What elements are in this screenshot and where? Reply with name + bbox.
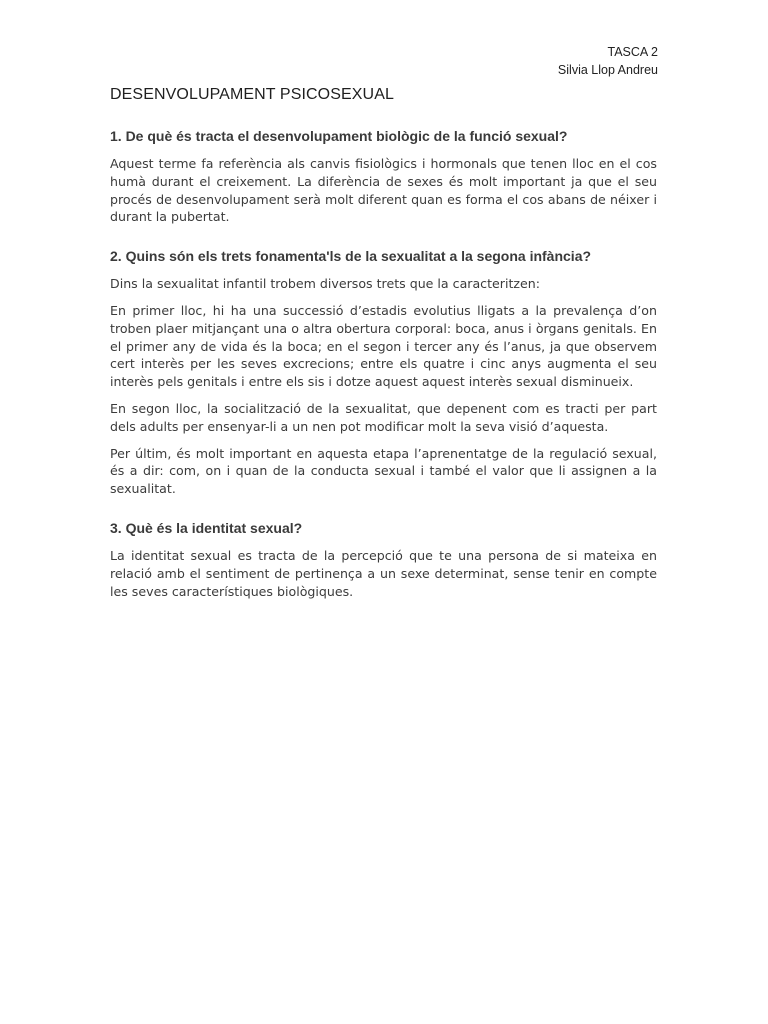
author-name: Silvia Llop Andreu	[557, 63, 658, 77]
section-question: 2. Quins són els trets fonamenta'ls de la sexualitat a la segona infància?	[110, 248, 592, 265]
section-1	[110, 126, 657, 226]
document-title: DESENVOLUPAMENT PSICOSEXUAL	[110, 86, 394, 103]
section-paragraph: Per últim, és molt important en aquesta etapa l’aprenentatge de la regulació sexual, és a dir: com, on i quan de la conducta sexual i també el valor que li assignen a la sexualitat.	[110, 445, 657, 497]
section-paragraph: En primer lloc, hi ha una successió d’estadis evolutius lligats a la prevalença d’on troben plaer mitjançant una o altra obertura corporal: boca, anus i òrgans genitals. En el primer any de vida és la boca; en el segon i tercer any és l’anus, ja que observem cert interès per les seves excrecions; entre els quatre i cinc anys augmenta el seu interès pels genitals i entre els sis i dotze aquest aquest interès sexual disminueix.	[110, 302, 657, 390]
section-paragraph: Aquest terme fa referència als canvis fisiològics i hormonals que tenen lloc en el cos humà durant el creixement. La diferència de sexes és molt important ja que el seu procés de desenvolupament serà molt diferent quan es forma el cos abans de néixer i durant la pubertat.	[110, 156, 657, 225]
section-question: 3. Què és la identitat sexual?	[110, 519, 303, 536]
page-header	[558, 43, 658, 79]
document-body	[110, 86, 657, 620]
section-paragraph: La identitat sexual es tracta de la percepció que te una persona de si mateixa en relació amb el sentiment de pertinença a un sexe determinat, sense tenir en compte les seves característiques biològiques.	[110, 547, 657, 599]
section-paragraph: En segon lloc, la socialització de la sexualitat, que depenent com es tracti per part dels adults per ensenyar-li a un nen pot modificar molt la seva visió d’aquesta.	[110, 400, 657, 434]
section-question: 1. De què és tracta el desenvolupament biològic de la funció sexual?	[110, 128, 568, 144]
section-3	[110, 518, 657, 600]
section-paragraph: Dins la sexualitat infantil trobem diversos trets que la caracteritzen:	[110, 276, 540, 292]
section-2	[110, 246, 657, 498]
task-label: TASCA 2	[607, 45, 658, 59]
